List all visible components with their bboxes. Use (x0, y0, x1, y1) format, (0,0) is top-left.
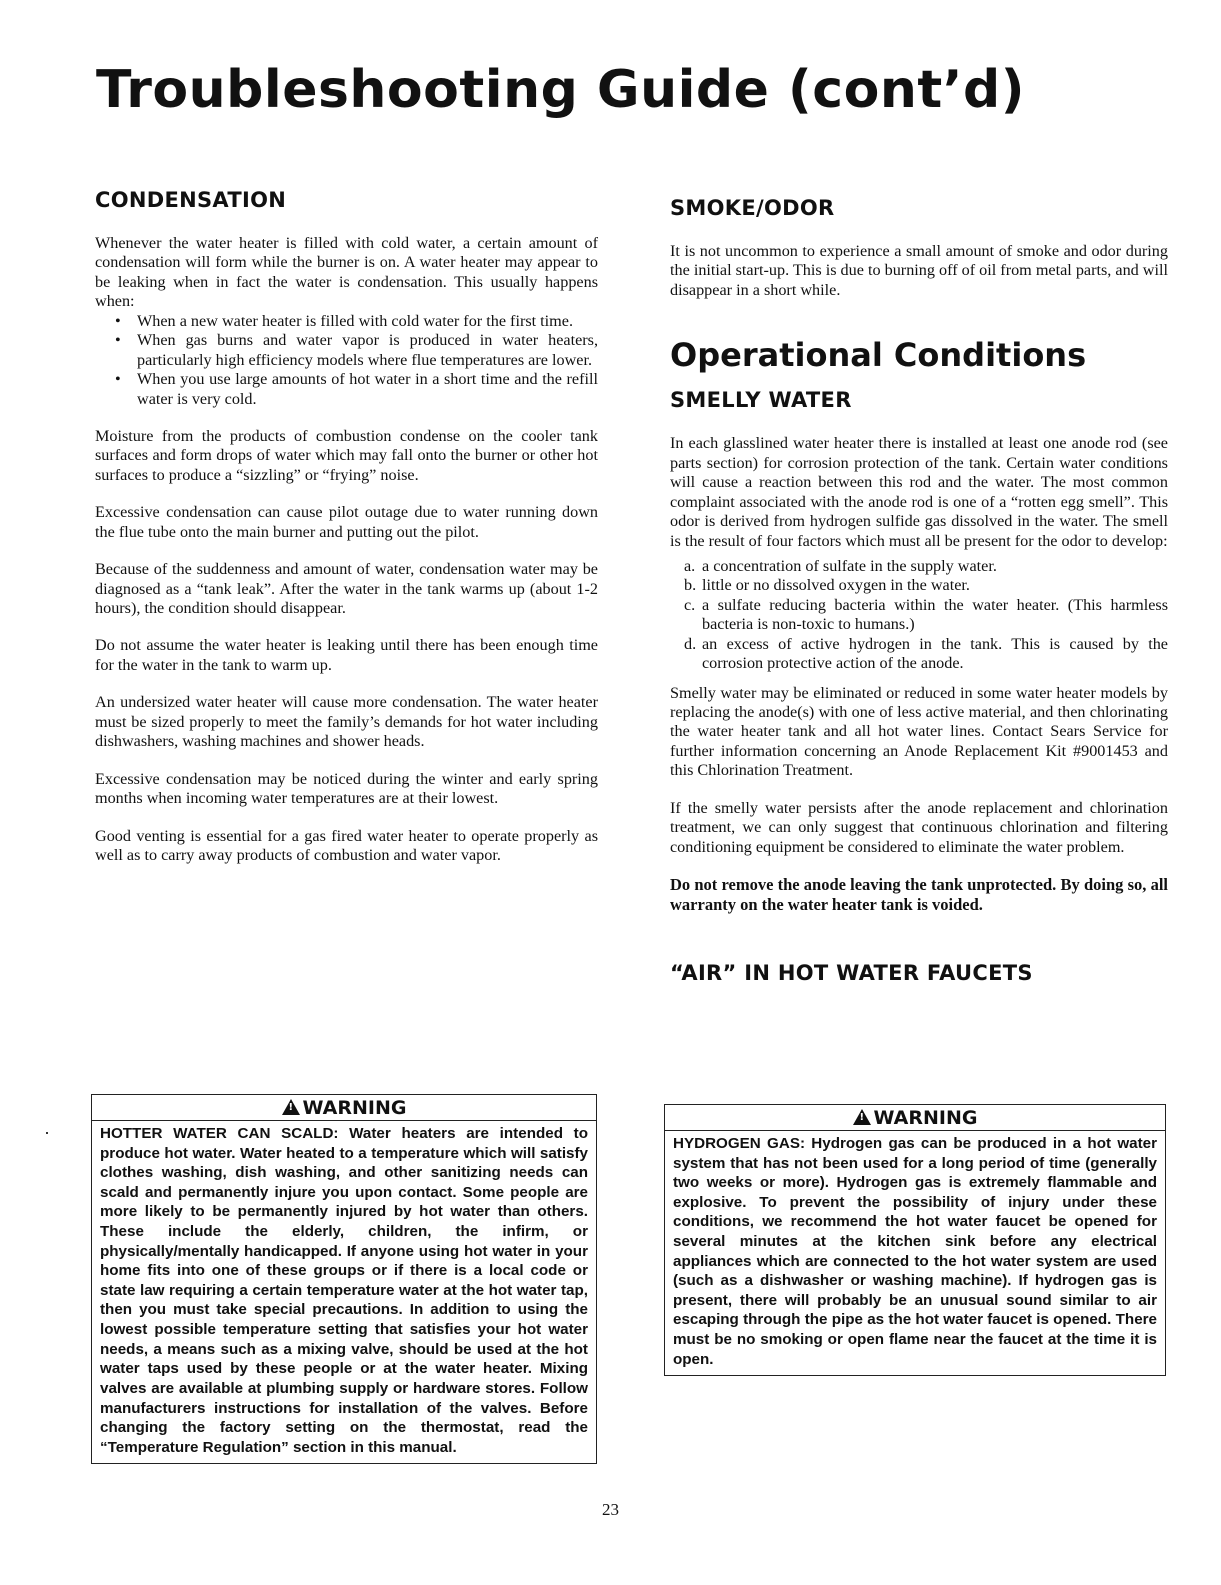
list-item: d. an excess of active hydrogen in the tank. This is caused by the corrosion protective action of the anode. (684, 634, 1168, 673)
air-faucets-heading: “AIR” IN HOT WATER FAUCETS (670, 960, 1033, 985)
condensation-paragraph: Excessive condensation can cause pilot outage due to water running down the flue tube onto the main burner and putting out the pilot. (95, 503, 598, 541)
operational-conditions-heading: Operational Conditions (670, 336, 1087, 375)
page-number: 23 (602, 1500, 619, 1519)
smelly-water-intro: In each glasslined water heater there is installed at least one anode rod (see parts section) for corrosion protection of the tank. Certain water conditions will cause a reaction between this rod and the water. The most common complaint associated with the anode rod is one of a “rotten egg smell”. This odor is derived from hydrogen sulfide gas dissolved in the water. The smell is the result of four factors which must all be present for the odor to develop: (670, 434, 1168, 550)
page-title: Troubleshooting Guide (cont’d) (96, 60, 1025, 120)
condensation-paragraph: Excessive condensation may be noticed during the winter and early spring months when incoming water temperatures are at their lowest. (95, 769, 598, 808)
condensation-paragraph: An undersized water heater will cause more condensation. The water heater must be sized properly to meet the family’s demands for hot water including dishwashers, washing machines and shower heads. (95, 693, 598, 751)
warning-triangle-icon (282, 1099, 300, 1115)
scan-speck (46, 1132, 48, 1134)
condensation-paragraph: Because of the suddenness and amount of water, condensation water may be diagnosed as a “tank leak”. After the water in the tank warms up (about 1-2 hours), the condition should disappear. (95, 560, 598, 617)
list-item: • When gas burns and water vapor is produced in water heaters, particularly high efficiency models where flue temperatures are lower. (115, 331, 598, 369)
list-item: c. a sulfate reducing bacteria within the water heater. (This harmless bacteria is non-toxic to humans.) (684, 595, 1168, 634)
smelly-water-heading: SMELLY WATER (670, 388, 852, 413)
bullet-icon: • (115, 311, 121, 330)
smoke-odor-heading: SMOKE/ODOR (670, 196, 835, 220)
condensation-bullet-list (95, 312, 598, 409)
list-item: a. a concentration of sulfate in the supply water. (684, 556, 997, 575)
odor-factor-list (670, 557, 1168, 674)
warning-header: !WARNING (92, 1095, 596, 1121)
condensation-intro: Whenever the water heater is filled with cold water, a certain amount of condensation will form while the burner is on. A water heater may appear to be leaking when in fact the water is condensation. This usually happens when: (95, 234, 598, 311)
anode-bold-note: Do not remove the anode leaving the tank unprotected. By doing so, all warranty on the water heater tank is voided. (670, 875, 1168, 914)
smelly-water-paragraph: Smelly water may be eliminated or reduced in some water heater models by replacing the anode(s) with one of less active material, and then chlorinating the water heater tank and all hot water lines. Contact Sears Service for further information concerning an Anode Replacement Kit #9001453 and this Chlorination Treatment. (670, 683, 1168, 780)
condensation-paragraph: Good venting is essential for a gas fired water heater to operate properly as well as to carry away products of combustion and water vapor. (95, 826, 598, 864)
bullet-icon: • (115, 370, 121, 389)
warning-triangle-icon (853, 1109, 871, 1125)
list-item: b. little or no dissolved oxygen in the water. (684, 576, 970, 595)
scald-warning-box (91, 1094, 597, 1464)
left-column (95, 188, 598, 883)
warning-header: !WARNING (665, 1105, 1165, 1131)
hydrogen-warning-text: HYDROGEN GAS: Hydrogen gas can be produced in a hot water system that has not been used for a long period of time (generally two weeks or more). Hydrogen gas is extremely flammable and explosive. To prevent the possibility of injury under these conditions, we recommend the hot water faucet be opened for several minutes at the kitchen sink before any electrical appliances which are connected to the hot water system are used (such as a dishwasher or washing machine). If hydrogen gas is present, there will probably be an unusual sound similar to air escaping through the pipe as the hot water faucet is opened. There must be no smoking or open flame near the faucet at the time it is open. (673, 1135, 1157, 1368)
condensation-paragraph: Do not assume the water heater is leaking until there has been enough time for the water in the tank to warm up. (95, 636, 598, 674)
right-column (670, 196, 1168, 1007)
list-item: • When a new water heater is filled with cold water for the first time. (115, 311, 573, 330)
hydrogen-warning-box (664, 1104, 1166, 1376)
smoke-odor-text: It is not uncommon to experience a small amount of smoke and odor during the initial start-up. This is due to burning off of oil from metal parts, and will disappear in a short while. (670, 242, 1168, 299)
condensation-paragraph: Moisture from the products of combustion condense on the cooler tank surfaces and form drops of water which may fall onto the burner or other hot surfaces to produce a “sizzling” or “frying” noise. (95, 426, 598, 484)
condensation-heading: CONDENSATION (95, 188, 287, 212)
smelly-water-paragraph: If the smelly water persists after the anode replacement and chlorination treatment, we can only suggest that continuous chlorination and filtering conditioning equipment be considered to eliminate the water problem. (670, 798, 1168, 856)
scald-warning-text: HOTTER WATER CAN SCALD: Water heaters are intended to produce hot water. Water heated to a temperature which will satisfy clothes washing, dish washing, and other sanitizing needs can scald and permanently injure you upon contact. Some people are more likely to be permanently injured by hot water than others. These include the elderly, children, the infirm, or physically/mentally handicapped. If anyone using hot water in your home fits into one of these groups or if there is a local code or state law requiring a certain temperature water at the hot water tap, then you must take special precautions. In addition to using the lowest possible temperature setting that satisfies your hot water needs, a means such as a mixing valve, should be used at the hot water taps used by these people or at the water heater. Mixing valves are available at plumbing supply or hardware stores. Follow manufacturers instructions for installation of the valves. Before changing the factory setting on the thermostat, read the “Temperature Regulation” section in this manual. (100, 1125, 588, 1456)
list-item: • When you use large amounts of hot water in a short time and the refill water is very cold. (115, 370, 598, 408)
bullet-icon: • (115, 331, 121, 350)
